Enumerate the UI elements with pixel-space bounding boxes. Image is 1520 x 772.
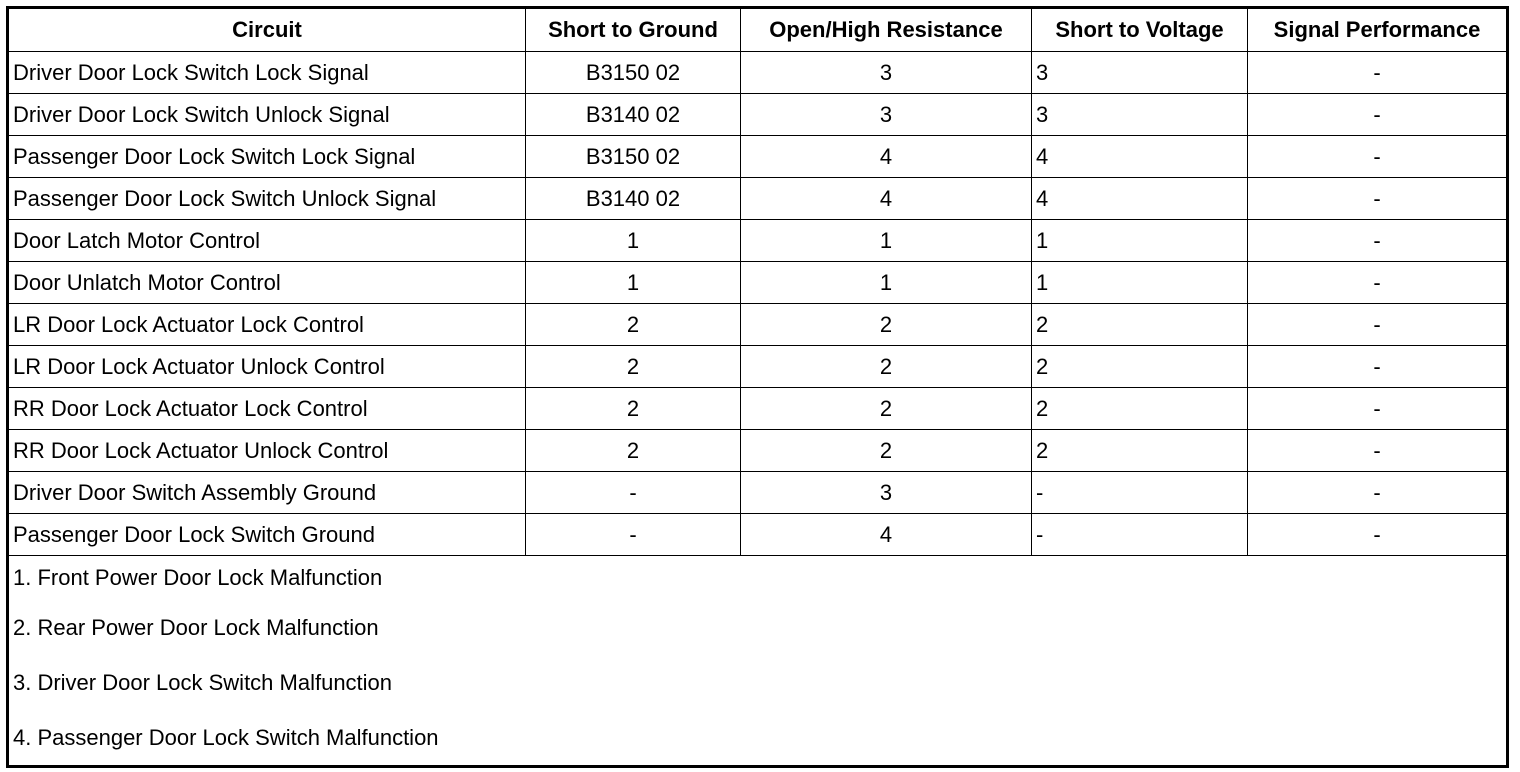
- table-row: [8, 220, 1508, 262]
- cell-open-high-resistance: 2: [741, 388, 1032, 430]
- cell-circuit: RR Door Lock Actuator Unlock Control: [8, 430, 526, 472]
- cell-short-to-voltage: 4: [1032, 178, 1248, 220]
- cell-short-to-ground: -: [526, 472, 741, 514]
- cell-signal-performance: -: [1248, 388, 1508, 430]
- cell-signal-performance: -: [1248, 304, 1508, 346]
- cell-circuit: Passenger Door Lock Switch Ground: [8, 514, 526, 556]
- cell-short-to-ground: -: [526, 514, 741, 556]
- cell-open-high-resistance: 2: [741, 430, 1032, 472]
- cell-circuit: RR Door Lock Actuator Lock Control: [8, 388, 526, 430]
- cell-open-high-resistance: 3: [741, 94, 1032, 136]
- note-item: 3. Driver Door Lock Switch Malfunction: [13, 669, 393, 695]
- cell-short-to-voltage: 3: [1032, 52, 1248, 94]
- table-header: [8, 8, 1508, 52]
- notes-cell: [8, 556, 1508, 767]
- cell-signal-performance: -: [1248, 136, 1508, 178]
- table-row: [8, 514, 1508, 556]
- header-short-to-ground: Short to Ground: [526, 8, 741, 52]
- table-body: [8, 52, 1508, 556]
- cell-short-to-ground: B3140 02: [526, 178, 741, 220]
- cell-short-to-ground: 2: [526, 346, 741, 388]
- header-circuit: Circuit: [8, 8, 526, 52]
- note-item: 1. Front Power Door Lock Malfunction: [13, 565, 383, 590]
- note-item: 4. Passenger Door Lock Switch Malfunction: [13, 724, 439, 750]
- cell-open-high-resistance: 2: [741, 346, 1032, 388]
- cell-open-high-resistance: 4: [741, 136, 1032, 178]
- cell-short-to-voltage: 1: [1032, 262, 1248, 304]
- cell-short-to-voltage: -: [1032, 472, 1248, 514]
- cell-circuit: Driver Door Switch Assembly Ground: [8, 472, 526, 514]
- header-row: [8, 8, 1508, 52]
- table-row: [8, 178, 1508, 220]
- cell-short-to-voltage: 2: [1032, 304, 1248, 346]
- cell-signal-performance: -: [1248, 514, 1508, 556]
- cell-circuit: Door Unlatch Motor Control: [8, 262, 526, 304]
- cell-circuit: Passenger Door Lock Switch Unlock Signal: [8, 178, 526, 220]
- table-row: [8, 304, 1508, 346]
- cell-open-high-resistance: 4: [741, 178, 1032, 220]
- cell-short-to-ground: B3150 02: [526, 52, 741, 94]
- cell-short-to-ground: B3140 02: [526, 94, 741, 136]
- note-item: 2. Rear Power Door Lock Malfunction: [13, 614, 379, 640]
- cell-signal-performance: -: [1248, 430, 1508, 472]
- cell-short-to-voltage: 2: [1032, 346, 1248, 388]
- cell-open-high-resistance: 1: [741, 220, 1032, 262]
- cell-circuit: Driver Door Lock Switch Unlock Signal: [8, 94, 526, 136]
- header-signal-performance: Signal Performance: [1248, 8, 1508, 52]
- cell-signal-performance: -: [1248, 52, 1508, 94]
- cell-short-to-voltage: 3: [1032, 94, 1248, 136]
- cell-short-to-ground: 2: [526, 304, 741, 346]
- cell-circuit: Door Latch Motor Control: [8, 220, 526, 262]
- cell-open-high-resistance: 3: [741, 52, 1032, 94]
- cell-circuit: Driver Door Lock Switch Lock Signal: [8, 52, 526, 94]
- header-short-to-voltage: Short to Voltage: [1032, 8, 1248, 52]
- cell-signal-performance: -: [1248, 220, 1508, 262]
- table-row: [8, 346, 1508, 388]
- table-row: [8, 430, 1508, 472]
- cell-circuit: Passenger Door Lock Switch Lock Signal: [8, 136, 526, 178]
- cell-signal-performance: -: [1248, 94, 1508, 136]
- table-row: [8, 262, 1508, 304]
- cell-short-to-ground: 1: [526, 262, 741, 304]
- cell-open-high-resistance: 2: [741, 304, 1032, 346]
- table-row: [8, 52, 1508, 94]
- notes-row: [8, 556, 1508, 767]
- notes-list: [9, 556, 1506, 765]
- cell-short-to-ground: 2: [526, 430, 741, 472]
- cell-short-to-ground: 1: [526, 220, 741, 262]
- cell-signal-performance: -: [1248, 472, 1508, 514]
- cell-signal-performance: -: [1248, 178, 1508, 220]
- table-row: [8, 388, 1508, 430]
- circuit-diagnostic-table: [6, 6, 1509, 768]
- cell-short-to-voltage: 2: [1032, 430, 1248, 472]
- table-row: [8, 94, 1508, 136]
- header-open-high-resistance: Open/High Resistance: [741, 8, 1032, 52]
- cell-signal-performance: -: [1248, 346, 1508, 388]
- cell-short-to-ground: B3150 02: [526, 136, 741, 178]
- table-row: [8, 136, 1508, 178]
- table-row: [8, 472, 1508, 514]
- cell-short-to-voltage: 4: [1032, 136, 1248, 178]
- cell-open-high-resistance: 4: [741, 514, 1032, 556]
- cell-short-to-ground: 2: [526, 388, 741, 430]
- cell-open-high-resistance: 3: [741, 472, 1032, 514]
- cell-short-to-voltage: -: [1032, 514, 1248, 556]
- table-notes: [8, 556, 1508, 767]
- cell-circuit: LR Door Lock Actuator Unlock Control: [8, 346, 526, 388]
- cell-open-high-resistance: 1: [741, 262, 1032, 304]
- cell-short-to-voltage: 2: [1032, 388, 1248, 430]
- cell-short-to-voltage: 1: [1032, 220, 1248, 262]
- cell-signal-performance: -: [1248, 262, 1508, 304]
- cell-circuit: LR Door Lock Actuator Lock Control: [8, 304, 526, 346]
